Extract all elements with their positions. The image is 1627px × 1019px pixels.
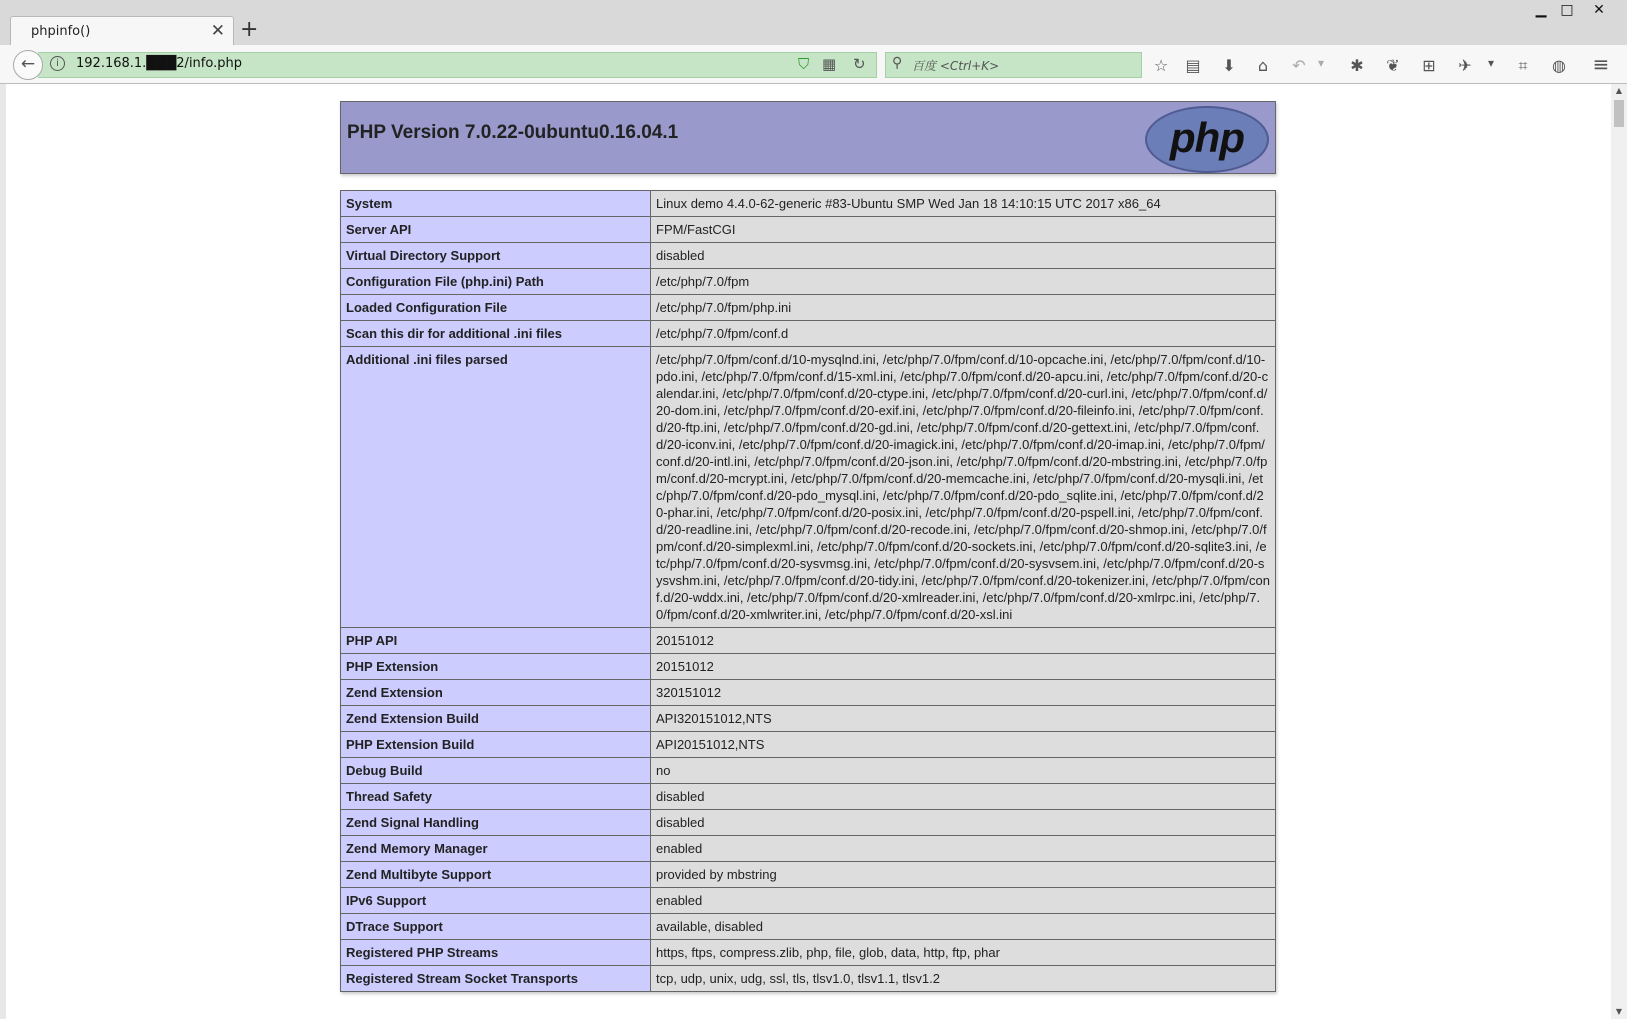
shield-icon[interactable]: ⛉: [798, 55, 810, 73]
row-label: Configuration File (php.ini) Path: [341, 269, 651, 295]
row-label: Zend Signal Handling: [341, 810, 651, 836]
info-table: [340, 190, 1276, 992]
table-row: [341, 706, 1276, 732]
row-label: Scan this dir for additional .ini files: [341, 321, 651, 347]
address-bar[interactable]: [38, 52, 877, 78]
row-label: Registered Stream Socket Transports: [341, 966, 651, 992]
qr-code-icon[interactable]: ▦: [822, 55, 837, 73]
table-row: [341, 732, 1276, 758]
row-label: Loaded Configuration File: [341, 295, 651, 321]
row-label: DTrace Support: [341, 914, 651, 940]
row-label: Virtual Directory Support: [341, 243, 651, 269]
row-label: Registered PHP Streams: [341, 940, 651, 966]
table-row: [341, 888, 1276, 914]
row-label: PHP Extension Build: [341, 732, 651, 758]
row-label: System: [341, 191, 651, 217]
row-label: Zend Extension Build: [341, 706, 651, 732]
row-label: PHP Extension: [341, 654, 651, 680]
download-icon[interactable]: ⬇: [1222, 56, 1236, 75]
undo-icon[interactable]: ↶: [1292, 56, 1306, 75]
row-label: IPv6 Support: [341, 888, 651, 914]
table-row: [341, 243, 1276, 269]
vertical-scrollbar[interactable]: [1611, 84, 1627, 1019]
php-version-header: [340, 101, 1276, 174]
window-titlebar: [0, 0, 1627, 45]
bug-icon[interactable]: ✱: [1350, 56, 1364, 75]
row-value: enabled: [651, 888, 1276, 914]
row-value: enabled: [651, 836, 1276, 862]
sitemap-icon[interactable]: ⊞: [1422, 56, 1436, 75]
table-row: [341, 940, 1276, 966]
row-value: 320151012: [651, 680, 1276, 706]
row-value: /etc/php/7.0/fpm/conf.d/10-mysqlnd.ini, /etc/php/7.0/fpm/conf.d/10-opcache.ini, /etc/php/7.0/fpm/conf.d/10-pdo.ini, /etc/php/7.0/fpm/conf.d/15-xml.ini, /etc/php/7.0/fpm/conf.d/20-apcu.ini, /etc/php/7.0/fpm/conf.d/20-calendar.ini, /etc/php/7.0/fpm/conf.d/20-ctype.ini, /etc/php/7.0/fpm/conf.d/20-curl.ini, /etc/php/7.0/fpm/conf.d/20-dom.ini, /etc/php/7.0/fpm/conf.d/20-exif.ini, /etc/php/7.0/fpm/conf.d/20-fileinfo.ini, /etc/php/7.0/fpm/conf.d/20-ftp.ini, /etc/php/7.0/fpm/conf.d/20-gd.ini, /etc/php/7.0/fpm/conf.d/20-gettext.ini, /etc/php/7.0/fpm/conf.d/20-iconv.ini, /etc/php/7.0/fpm/conf.d/20-imagick.ini, /etc/php/7.0/fpm/conf.d/20-imap.ini, /etc/php/7.0/fpm/conf.d/20-intl.ini, /etc/php/7.0/fpm/conf.d/20-json.ini, /etc/php/7.0/fpm/conf.d/20-mbstring.ini, /etc/php/7.0/fpm/conf.d/20-mcrypt.ini, /etc/php/7.0/fpm/conf.d/20-memcache.ini, /etc/php/7.0/fpm/conf.d/20-mysqli.ini, /etc/php/7.0/fpm/conf.d/20-pdo_mysql.ini, /etc/php/7.0/fpm/conf.d/20-pdo_sqlite.ini, /etc/php/7.0/fpm/conf.d/20-phar.ini, /etc/php/7.0/fpm/conf.d/20-posix.ini, /etc/php/7.0/fpm/conf.d/20-pspell.ini, /etc/php/7.0/fpm/conf.d/20-readline.ini, /etc/php/7.0/fpm/conf.d/20-recode.ini, /etc/php/7.0/fpm/conf.d/20-shmop.ini, /etc/php/7.0/fpm/conf.d/20-simplexml.ini, /etc/php/7.0/fpm/conf.d/20-sockets.ini, /etc/php/7.0/fpm/conf.d/20-sqlite3.ini, /etc/php/7.0/fpm/conf.d/20-sysvmsg.ini, /etc/php/7.0/fpm/conf.d/20-sysvsem.ini, /etc/php/7.0/fpm/conf.d/20-sysvshm.ini, /etc/php/7.0/fpm/conf.d/20-tidy.ini, /etc/php/7.0/fpm/conf.d/20-tokenizer.ini, /etc/php/7.0/fpm/conf.d/20-wddx.ini, /etc/php/7.0/fpm/conf.d/20-xmlreader.ini, /etc/php/7.0/fpm/conf.d/20-xmlrpc.ini, /etc/php/7.0/fpm/conf.d/20-xmlwriter.ini, /etc/php/7.0/fpm/conf.d/20-xsl.ini: [651, 347, 1276, 628]
table-row: [341, 191, 1276, 217]
new-tab-icon[interactable]: +: [240, 17, 259, 42]
search-input[interactable]: 百度 <Ctrl+K>: [912, 59, 1000, 73]
row-value: FPM/FastCGI: [651, 217, 1276, 243]
table-row: [341, 628, 1276, 654]
table-row: [341, 810, 1276, 836]
home-icon[interactable]: ⌂: [1257, 56, 1269, 75]
footprints-icon[interactable]: ❦: [1386, 56, 1400, 75]
row-value: /etc/php/7.0/fpm/conf.d: [651, 321, 1276, 347]
table-row: [341, 269, 1276, 295]
scroll-up-icon[interactable]: ▲: [1615, 86, 1623, 95]
row-label: Additional .ini files parsed: [341, 347, 651, 628]
row-label: Zend Extension: [341, 680, 651, 706]
undo-dropdown-icon[interactable]: ▾: [1317, 56, 1325, 70]
maximize-icon[interactable]: □: [1560, 2, 1574, 18]
row-value: /etc/php/7.0/fpm: [651, 269, 1276, 295]
window-close-icon[interactable]: ✕: [1593, 2, 1605, 18]
url-text[interactable]: 192.168.1.███2/info.php: [76, 56, 242, 71]
table-row: [341, 295, 1276, 321]
row-value: API20151012,NTS: [651, 732, 1276, 758]
table-row: [341, 347, 1276, 628]
row-value: https, ftps, compress.zlib, php, file, glob, data, http, ftp, phar: [651, 940, 1276, 966]
row-value: Linux demo 4.4.0-62-generic #83-Ubuntu SMP Wed Jan 18 14:10:15 UTC 2017 x86_64: [651, 191, 1276, 217]
php-logo[interactable]: [1145, 106, 1269, 173]
row-value: 20151012: [651, 628, 1276, 654]
row-value: disabled: [651, 784, 1276, 810]
phpinfo-container: [340, 101, 1276, 992]
search-icon: ⚲: [892, 55, 903, 71]
site-info-icon[interactable]: i: [50, 56, 65, 71]
row-label: Thread Safety: [341, 784, 651, 810]
table-row: [341, 862, 1276, 888]
row-value: no: [651, 758, 1276, 784]
minimize-icon[interactable]: ▁: [1535, 2, 1547, 18]
row-value: tcp, udp, unix, udg, ssl, tls, tlsv1.0, tlsv1.1, tlsv1.2: [651, 966, 1276, 992]
tab-close-icon[interactable]: ✕: [210, 21, 225, 41]
reload-icon[interactable]: ↻: [853, 55, 866, 73]
row-label: Zend Multibyte Support: [341, 862, 651, 888]
table-row: [341, 654, 1276, 680]
navigation-toolbar: [0, 45, 1627, 84]
table-row: [341, 836, 1276, 862]
reader-view-icon[interactable]: ▤: [1185, 56, 1201, 75]
browser-tab[interactable]: [10, 16, 234, 47]
row-value: available, disabled: [651, 914, 1276, 940]
table-row: [341, 217, 1276, 243]
php-logo-text: php: [1170, 114, 1244, 161]
row-value: 20151012: [651, 654, 1276, 680]
row-value: provided by mbstring: [651, 862, 1276, 888]
table-row: [341, 680, 1276, 706]
scrollbar-thumb[interactable]: [1614, 100, 1624, 127]
page-content: [6, 84, 1611, 1019]
tab-title: phpinfo(): [31, 24, 91, 39]
row-value: /etc/php/7.0/fpm/php.ini: [651, 295, 1276, 321]
page-title: PHP Version 7.0.22-0ubuntu0.16.04.1: [347, 122, 679, 143]
table-row: [341, 966, 1276, 992]
satellite-icon[interactable]: ✈: [1458, 56, 1472, 75]
row-label: PHP API: [341, 628, 651, 654]
row-label: Zend Memory Manager: [341, 836, 651, 862]
bookmark-star-icon[interactable]: ☆: [1153, 56, 1169, 75]
row-value: API320151012,NTS: [651, 706, 1276, 732]
menu-icon[interactable]: ≡: [1592, 52, 1610, 76]
back-button[interactable]: ←: [13, 50, 43, 80]
crop-icon[interactable]: ⌗: [1518, 56, 1528, 75]
table-row: [341, 784, 1276, 810]
extension-dropdown-icon[interactable]: ▾: [1487, 56, 1495, 70]
row-label: Server API: [341, 217, 651, 243]
row-value: disabled: [651, 243, 1276, 269]
table-row: [341, 914, 1276, 940]
row-label: Debug Build: [341, 758, 651, 784]
table-row: [341, 321, 1276, 347]
table-row: [341, 758, 1276, 784]
search-bar[interactable]: [885, 52, 1142, 78]
row-value: disabled: [651, 810, 1276, 836]
scroll-down-icon[interactable]: ▼: [1615, 1007, 1623, 1016]
globe-icon[interactable]: ◍: [1552, 56, 1566, 75]
